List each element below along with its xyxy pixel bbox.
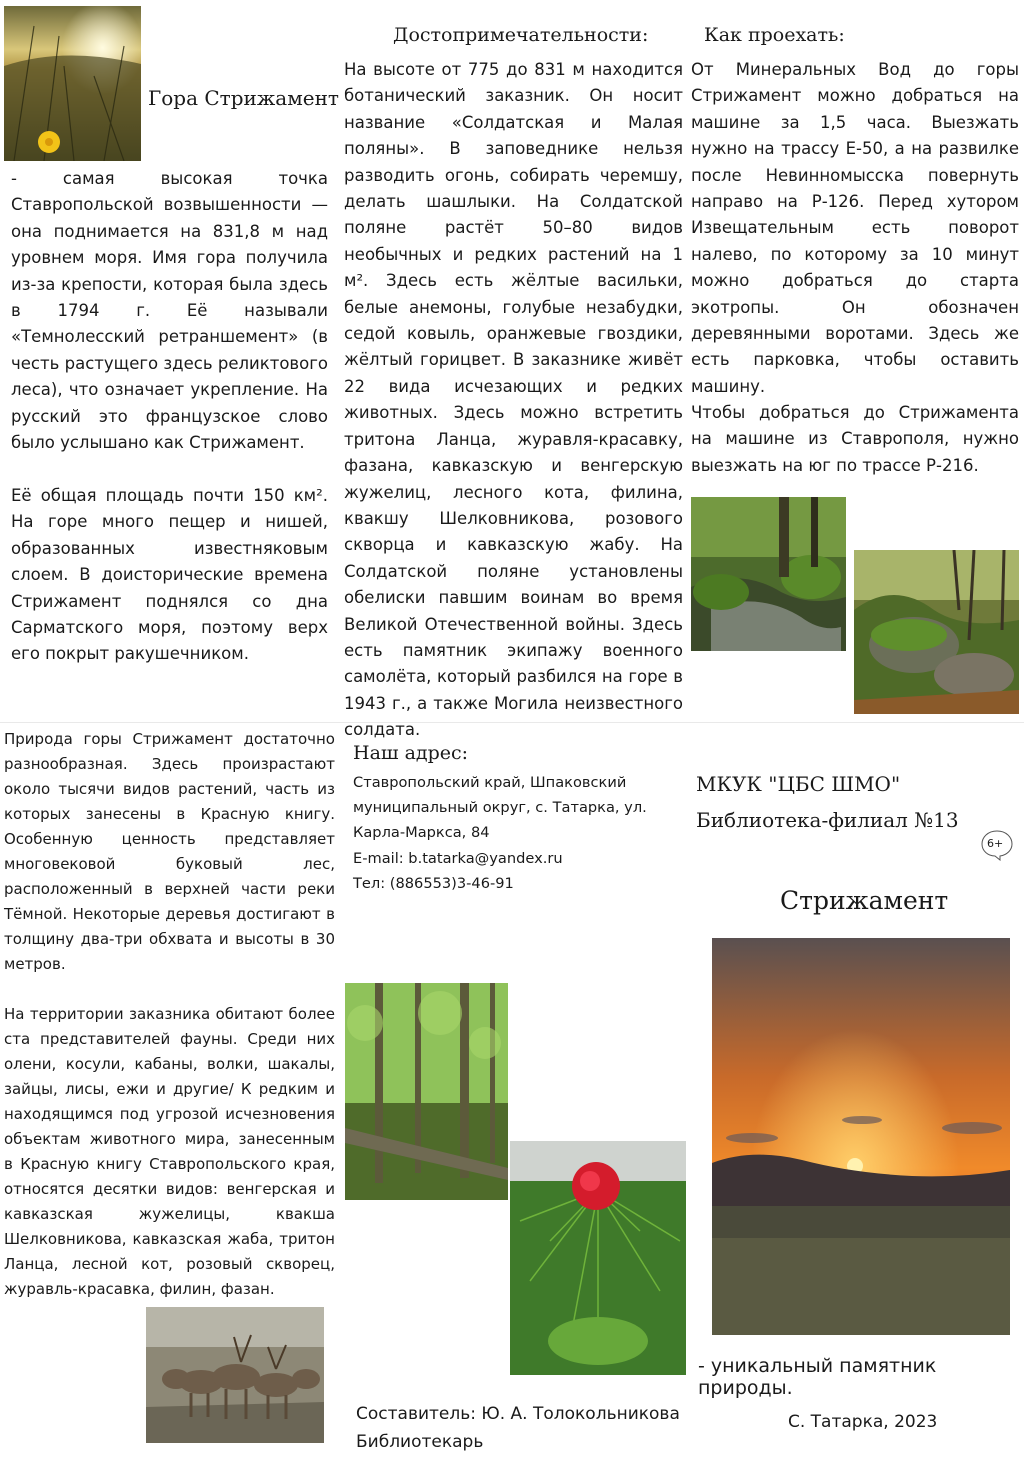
address-line2: муниципальный округ, с. Татарка, ул. <box>353 799 647 817</box>
forest-stream-photo <box>691 497 846 651</box>
panel2-text: На высоте от 775 до 831 м находится ботанический заказник. Он носит название «Солдатская и Малая поляны». В заповеднике нельзя разводить огонь, собирать черемшу, делать шашлыки. На Солдатской поляне растёт 50–80 видов необычных и редких растений на 1 м². Здесь есть жёлтые васильки, белые анемоны, голубые незабудки, седой ковыль, оранжевые гвоздики, жёлтый горицвет. В заказнике живёт 22 вида исчезающих и редких животных. Здесь можно встретить тритона Ланца, журавля-красавку, фазана, кавказскую и венгерскую жужелиц, лесного кота, филина, квакшу Шелковникова, розового скворца и кавказскую жабу. На Солдатской поляне установлены обелиски павшим воинам во время Великой Отечественной войны. Здесь есть памятник экипажу военного самолёта, который разбился на горе в 1943 г., а также Могила неизвестного солдата. <box>344 60 683 740</box>
address-line1: Ставропольский край, Шпаковский <box>353 774 627 791</box>
organization-block <box>696 766 959 838</box>
panel4-paragraph2: На территории заказника обитают более ста представителей фауны. Среди них олени, косули, кабаны, волки, шакалы, зайцы, лисы, ежи и другие/ К редким и находящимся под угрозой исчезновения объектам животного мира, занесенным в Красную книгу Ставропольского края, относятся десятки видов: венгерская и кавказская жужелицы, квакша Шелковникова, кавказская жаба, тритон Ланца, лесной кот, розовый скворец, журавль-красавка, филин, фазан. <box>4 1005 335 1298</box>
panel5-heading: Наш адрес: <box>353 742 469 764</box>
compiler-name: Составитель: Ю. А. Толокольникова <box>356 1404 680 1424</box>
address-line3: Карла-Маркса, 84 <box>353 824 490 842</box>
phone-line: Тел: (886553)3-46-91 <box>353 874 514 892</box>
compiler-role: Библиотекарь <box>356 1432 484 1452</box>
organization-name: МКУК "ЦБС ШМО" <box>696 772 901 796</box>
branch-name: Библиотека-филиал №13 <box>696 808 959 832</box>
brochure-title: Стрижамент <box>780 886 949 915</box>
mossy-rocks-photo <box>854 550 1019 714</box>
panel1-paragraph2: Её общая площадь почти 150 км². На горе много пещер и нишей, образованных известняковым слоем. В доисторические времена Стрижамент поднялся со дна Сарматского моря, поэтому верх его покрыт ракушечником. <box>11 486 328 664</box>
panel3-text2: Чтобы добраться до Стрижамента на машине из Ставрополя, нужно выезжать на юг по трассе Р-216. <box>691 403 1019 475</box>
deer-herd-photo <box>146 1307 324 1443</box>
panel2-heading: Достопримечательности: <box>393 24 649 46</box>
compiler-block <box>356 1400 680 1456</box>
age-rating-badge <box>980 829 1014 859</box>
meadow-sunset-photo <box>4 6 141 161</box>
panel4-paragraph1: Природа горы Стрижамент достаточно разнообразная. Здесь произрастают около тысячи видов растений, часть из которых занесены в Красную книгу. Особенную ценность представляет многовековой буковый лес, расположенный в верхней части реки Тёмной. Некоторые деревья достигают в толщину два-три обхвата и высоты в 30 метров. <box>4 730 335 973</box>
brochure-subtitle: - уникальный памятник природы. <box>698 1355 937 1399</box>
panel3-heading: Как проехать: <box>704 24 845 46</box>
place-year: С. Татарка, 2023 <box>788 1412 938 1432</box>
panel1-paragraph1: - самая высокая точка Ставропольской возвышенности — она поднимается на 831,8 м над уровнем моря. Имя гора получила из-за крепости, которая была здесь в 1794 г. Её называли «Темнолесский ретраншемент» (в честь растущего здесь реликтового леса), что означает укрепление. На русский это французское слово было услышано как Стрижамент. <box>11 169 328 453</box>
address-block <box>353 770 673 896</box>
panel1-title: Гора Стрижамент <box>148 86 339 110</box>
peony-flower-photo <box>510 1141 686 1375</box>
panel3-text1: От Минеральных Вод до горы Стрижамент можно добраться на машине за 1,5 часа. Выезжать нужно на трассу Е-50, а на развилке после Невинномысска повернуть направо на Р-126. Перед хутором Извещательным есть поворот налево, по которому за 10 минут можно добраться до старта экотропы. Он обозначен деревянными воротами. Здесь же есть парковка, чтобы оставить машину. <box>691 60 1019 396</box>
strizhament-sunset-photo <box>712 938 1010 1335</box>
age-rating-label: 6+ <box>987 837 1004 850</box>
email-line: E-mail: b.tatarka@yandex.ru <box>353 849 563 867</box>
beech-forest-photo <box>345 983 508 1200</box>
